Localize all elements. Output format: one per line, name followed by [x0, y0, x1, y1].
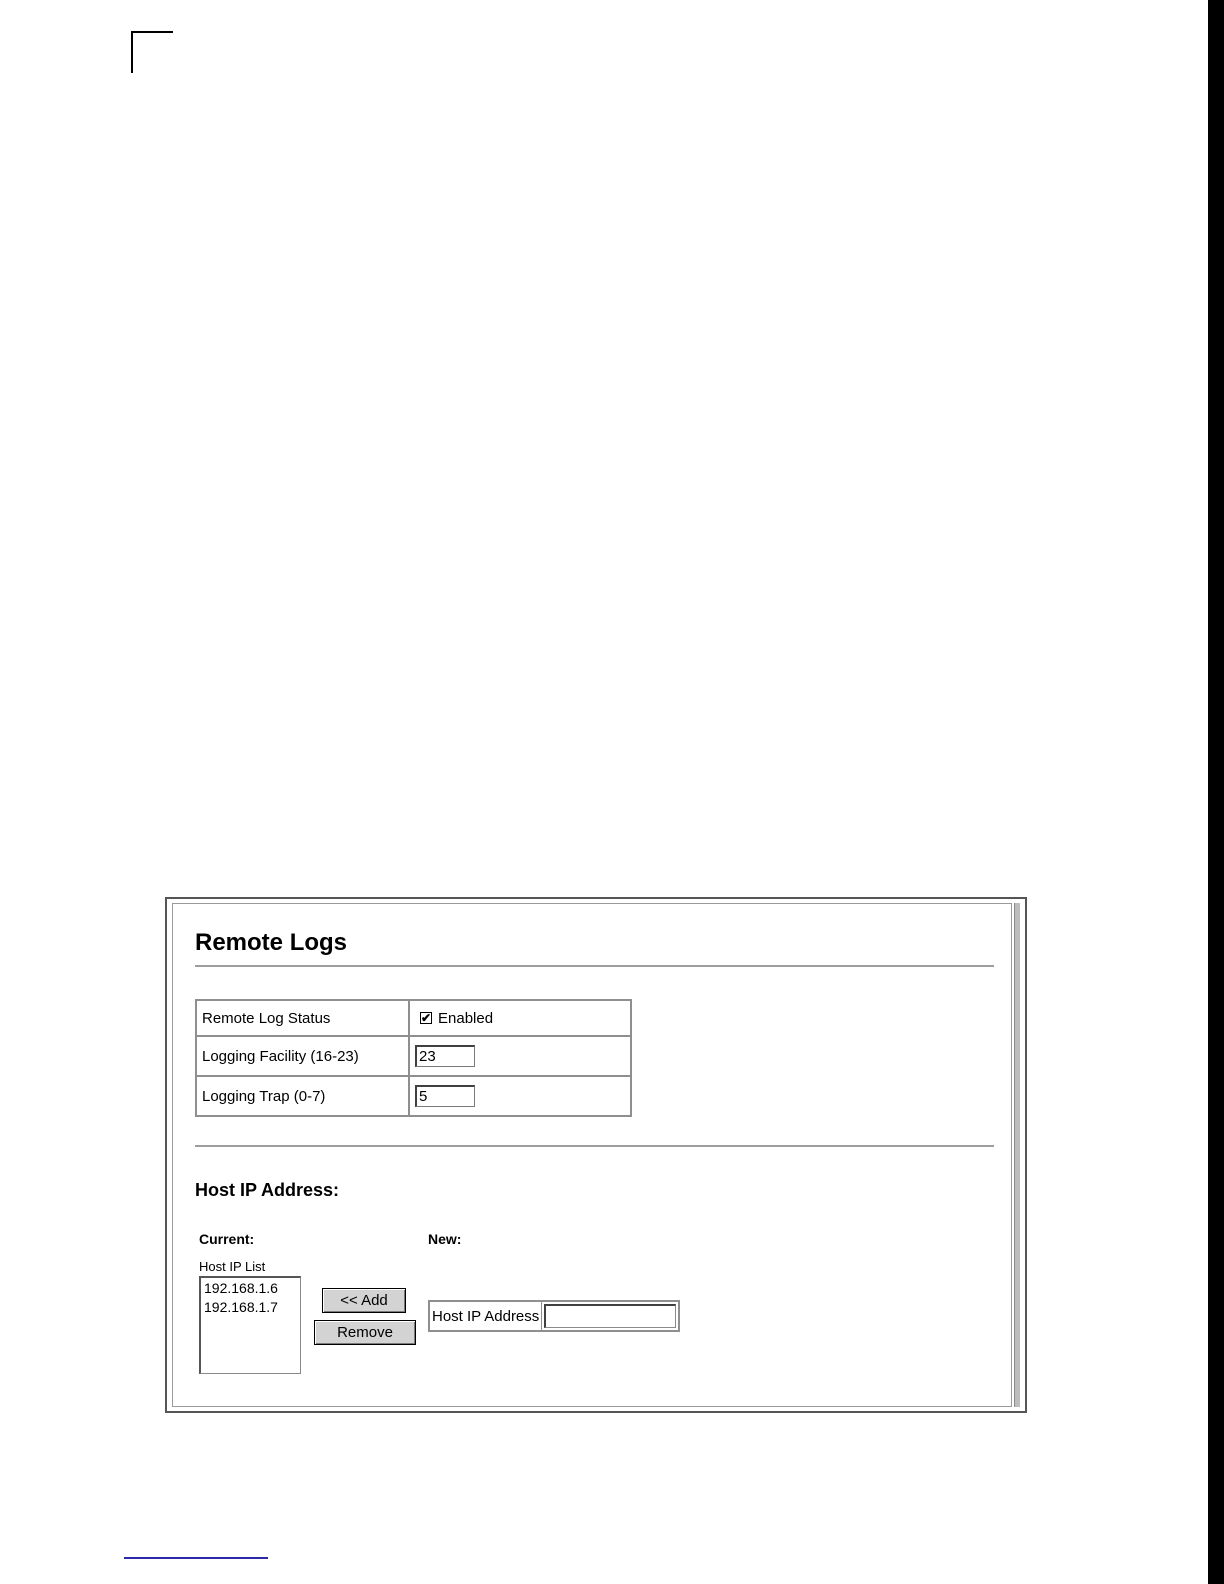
host-ip-address-label: Host IP Address: [429, 1301, 542, 1331]
table-row: [196, 1036, 631, 1076]
section-divider: [195, 1145, 994, 1147]
current-heading: Current:: [199, 1231, 255, 1247]
remote-log-status-label: Remote Log Status: [196, 1000, 409, 1036]
table-row: [196, 1000, 631, 1036]
host-ip-address-input[interactable]: [544, 1304, 676, 1328]
host-ip-listbox[interactable]: [199, 1276, 301, 1374]
host-ip-section-title: Host IP Address:: [195, 1180, 340, 1200]
logging-facility-input[interactable]: [415, 1045, 475, 1067]
list-item[interactable]: 192.168.1.7: [204, 1299, 278, 1315]
table-row: [196, 1076, 631, 1116]
add-button[interactable]: << Add: [322, 1288, 406, 1313]
remote-log-status-checkbox[interactable]: [415, 1010, 493, 1027]
host-ip-address-cell: [542, 1301, 680, 1331]
logging-trap-input[interactable]: [415, 1085, 475, 1107]
logging-facility-cell: [409, 1036, 631, 1076]
content-panel: [172, 903, 1012, 1407]
table-row: [429, 1301, 679, 1331]
new-heading: New:: [428, 1231, 462, 1247]
logging-trap-cell: [409, 1076, 631, 1116]
title-divider: [195, 965, 994, 967]
host-ip-list-label: Host IP List: [199, 1259, 266, 1274]
checkbox-label: Enabled: [438, 1009, 494, 1027]
crop-mark-horizontal: [131, 31, 173, 33]
page-title: Remote Logs: [195, 929, 348, 956]
list-item[interactable]: 192.168.1.6: [204, 1280, 278, 1296]
footer-rule: [124, 1557, 268, 1559]
remote-log-status-cell: [409, 1000, 631, 1036]
checkbox-checked-icon[interactable]: ✔: [420, 1011, 432, 1026]
crop-mark-vertical: [131, 31, 133, 73]
logging-facility-label: Logging Facility (16-23): [196, 1036, 409, 1076]
new-host-ip-table: [428, 1300, 680, 1332]
remote-log-settings-table: [195, 999, 632, 1117]
remove-button[interactable]: Remove: [314, 1320, 416, 1345]
browser-frame: [165, 897, 1027, 1413]
page-edge-bar: [1208, 0, 1224, 1584]
frame-scroll-edge: [1014, 903, 1020, 1407]
logging-trap-label: Logging Trap (0-7): [196, 1076, 409, 1116]
